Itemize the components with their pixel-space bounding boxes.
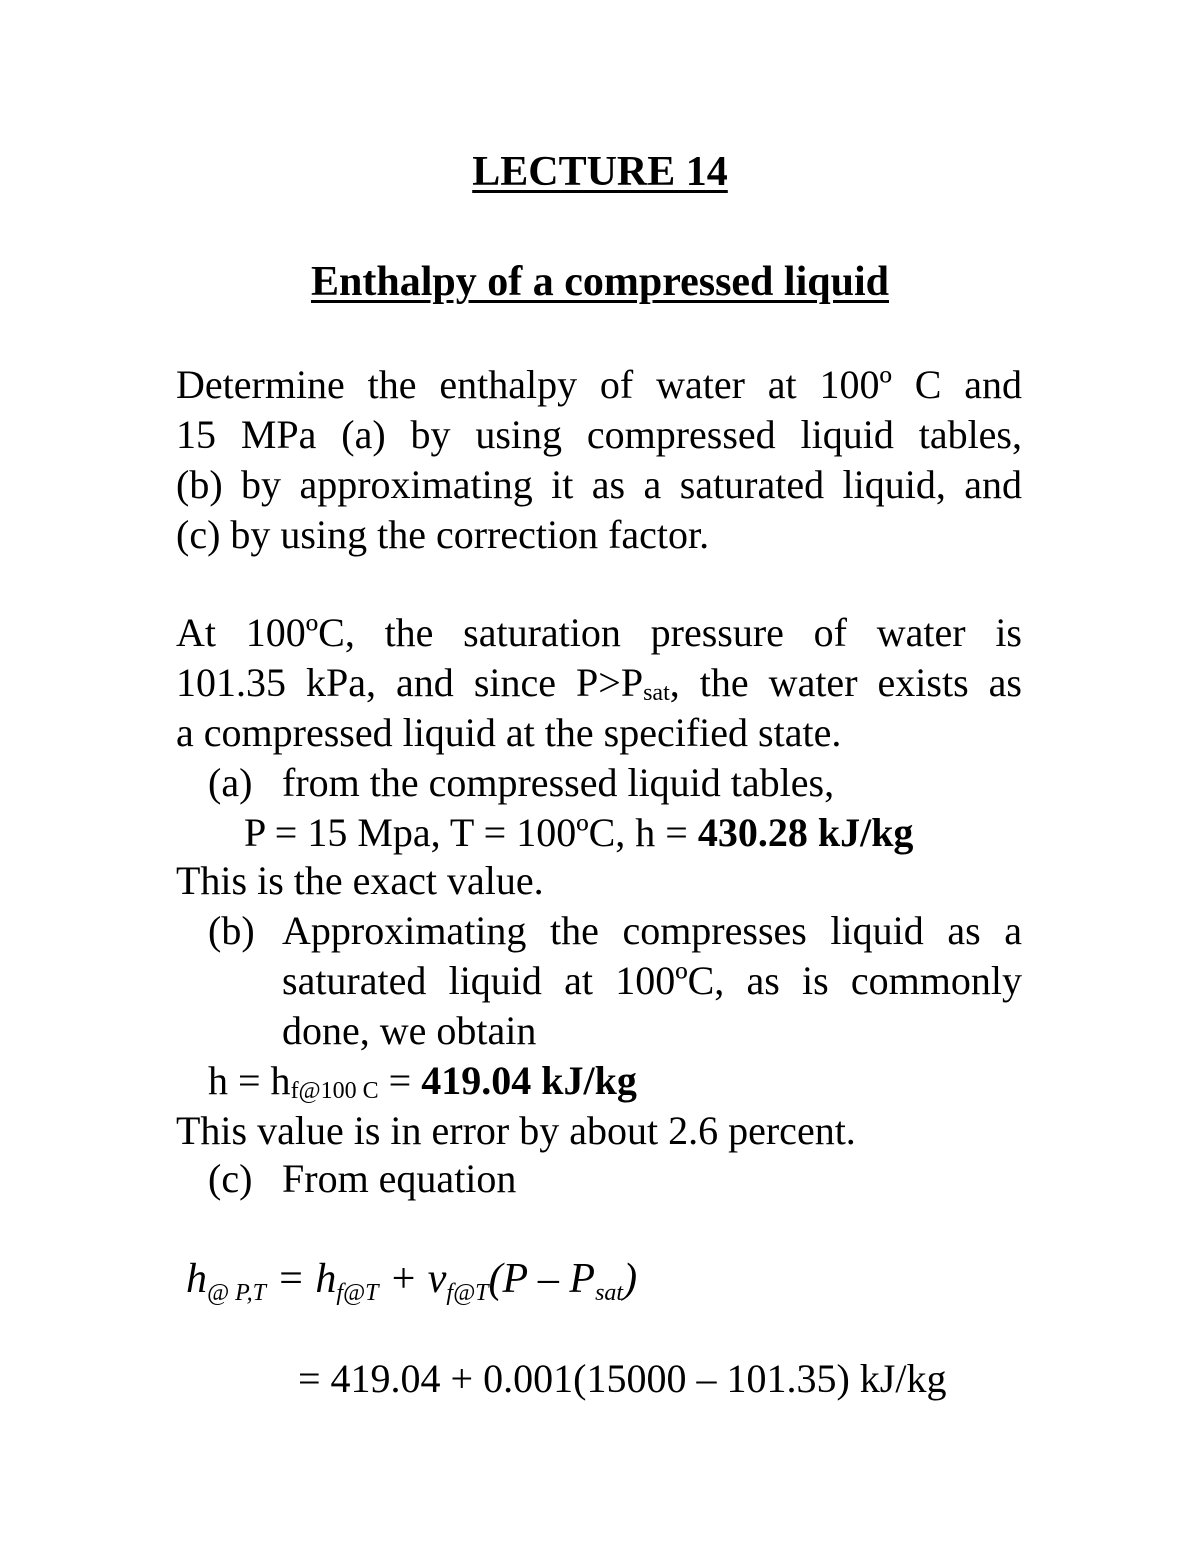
- intro-text: , the water exists as: [669, 660, 1022, 705]
- eq-psat-subscript: sat: [595, 1280, 624, 1306]
- eq-term: ): [623, 1256, 638, 1302]
- part-a-label: (a): [208, 760, 253, 805]
- part-a-note: This is the exact value.: [176, 858, 544, 903]
- eq-h-subscript: @ P,T: [207, 1280, 266, 1306]
- hf-subscript: f@100 C: [290, 1078, 379, 1104]
- problem-line: (b) by approximating it as a saturated liquid, and: [176, 462, 1022, 507]
- part-b-result-value: 419.04 kJ/kg: [421, 1058, 637, 1103]
- calculation-line: = 419.04 + 0.001(15000 – 101.35) kJ/kg: [298, 1356, 947, 1401]
- problem-line: Determine the enthalpy of water at 100º C and: [176, 362, 1022, 407]
- part-b-text: [282, 906, 1022, 1056]
- problem-line: (c) by using the correction factor.: [176, 512, 710, 557]
- eq-vf-subscript: f@T: [446, 1280, 489, 1306]
- section-heading: Enthalpy of a compressed liquid: [310, 259, 889, 305]
- part-a-result-text: P = 15 Mpa, T = 100ºC, h =: [244, 810, 698, 855]
- lecture-title: LECTURE 14: [472, 149, 728, 195]
- eq-h: h: [186, 1256, 207, 1302]
- eq-term: = h: [266, 1256, 337, 1302]
- part-b-note: This value is in error by about 2.6 percent.: [176, 1108, 856, 1153]
- part-c-text: From equation: [282, 1156, 517, 1201]
- psat-subscript: sat: [643, 680, 670, 706]
- part-c-label: (c): [208, 1156, 253, 1201]
- eq-term: (P – P: [488, 1256, 596, 1302]
- eq-hf-subscript: f@T: [336, 1280, 379, 1306]
- intro-paragraph: [176, 608, 1022, 758]
- enthalpy-equation: [186, 1254, 637, 1318]
- problem-statement: [176, 360, 1022, 560]
- eq-term: + v: [378, 1256, 447, 1302]
- part-a-result: [244, 808, 913, 858]
- part-b-line: saturated liquid at 100ºC, as is commonly: [282, 958, 1022, 1003]
- intro-line: a compressed liquid at the specified state.: [176, 710, 842, 755]
- problem-line: 15 MPa (a) by using compressed liquid tables,: [176, 412, 1022, 457]
- part-b-line: done, we obtain: [282, 1008, 537, 1053]
- part-b-line: Approximating the compresses liquid as a: [282, 908, 1022, 953]
- intro-line: [176, 658, 1022, 708]
- part-a-text: from the compressed liquid tables,: [282, 760, 835, 805]
- part-b-h: h = h: [208, 1058, 291, 1103]
- part-b-label: (b): [208, 908, 255, 953]
- part-b-equals: =: [378, 1058, 422, 1103]
- part-a-result-value: 430.28 kJ/kg: [697, 810, 914, 855]
- intro-text: 101.35 kPa, and since P>P: [176, 660, 644, 705]
- intro-line: At 100ºC, the saturation pressure of water is: [176, 610, 1022, 655]
